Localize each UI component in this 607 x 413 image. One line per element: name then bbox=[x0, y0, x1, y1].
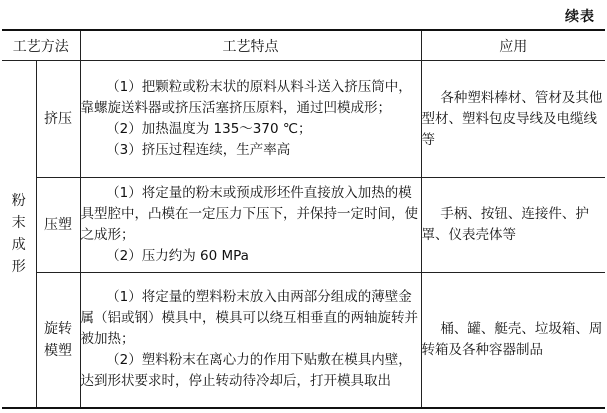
table-row bbox=[2, 61, 605, 178]
method-cell: 挤压 bbox=[36, 61, 80, 178]
header-features: 工艺特点 bbox=[80, 30, 421, 61]
group-label-cell bbox=[2, 61, 36, 408]
application-cell: 各种塑料棒材、管材及其他型材、塑料包皮导线及电缆线等 bbox=[421, 61, 605, 178]
feature-line: （1）将定量的塑料粉末放入由两部分组成的薄壁金属（铝或钢）模具中，模具可以绕互相垂直的两轴旋转并被加热； bbox=[80, 289, 418, 348]
feature-line: （3）挤压过程连续，生产率高 bbox=[106, 142, 291, 158]
feature-line: （2）压力约为 60 MPa bbox=[106, 248, 249, 264]
feature-line: （2）加热温度为 135～370 ℃； bbox=[106, 121, 312, 137]
process-table bbox=[2, 29, 605, 409]
group-label: 粉末成形 bbox=[11, 192, 26, 275]
table-header-row bbox=[2, 30, 605, 61]
feature-line: （2）塑料粉末在离心力的作用下贴敷在模具内壁，达到形状要求时，停止转动待冷却后，打开模具取出 bbox=[80, 352, 412, 390]
header-application: 应用 bbox=[421, 30, 605, 61]
feature-line: （1）将定量的粉末或预成形坯件直接放入加热的模具型腔中，凸模在一定压力下压下，并保持一定时间，使之成形； bbox=[80, 185, 418, 243]
table-row bbox=[2, 273, 605, 408]
feature-cell bbox=[80, 61, 421, 178]
feature-cell bbox=[80, 178, 421, 273]
method-cell bbox=[36, 273, 80, 408]
feature-line: （1）把颗粒或粉末状的原料从料斗送入挤压筒中，靠螺旋送料器或挤压活塞挤压原料，通过凹模成形； bbox=[80, 79, 412, 116]
method-cell: 压塑 bbox=[36, 178, 80, 273]
application-cell: 桶、罐、艇壳、垃圾箱、周转箱及各种容器制品 bbox=[421, 273, 605, 408]
feature-cell bbox=[80, 273, 421, 408]
header-method: 工艺方法 bbox=[2, 30, 80, 61]
continued-label: 续表 bbox=[565, 9, 595, 25]
method-label: 旋转模塑 bbox=[44, 320, 72, 359]
application-cell: 手柄、按钮、连接件、护罩、仪表壳体等 bbox=[421, 178, 605, 273]
table-row bbox=[2, 178, 605, 273]
